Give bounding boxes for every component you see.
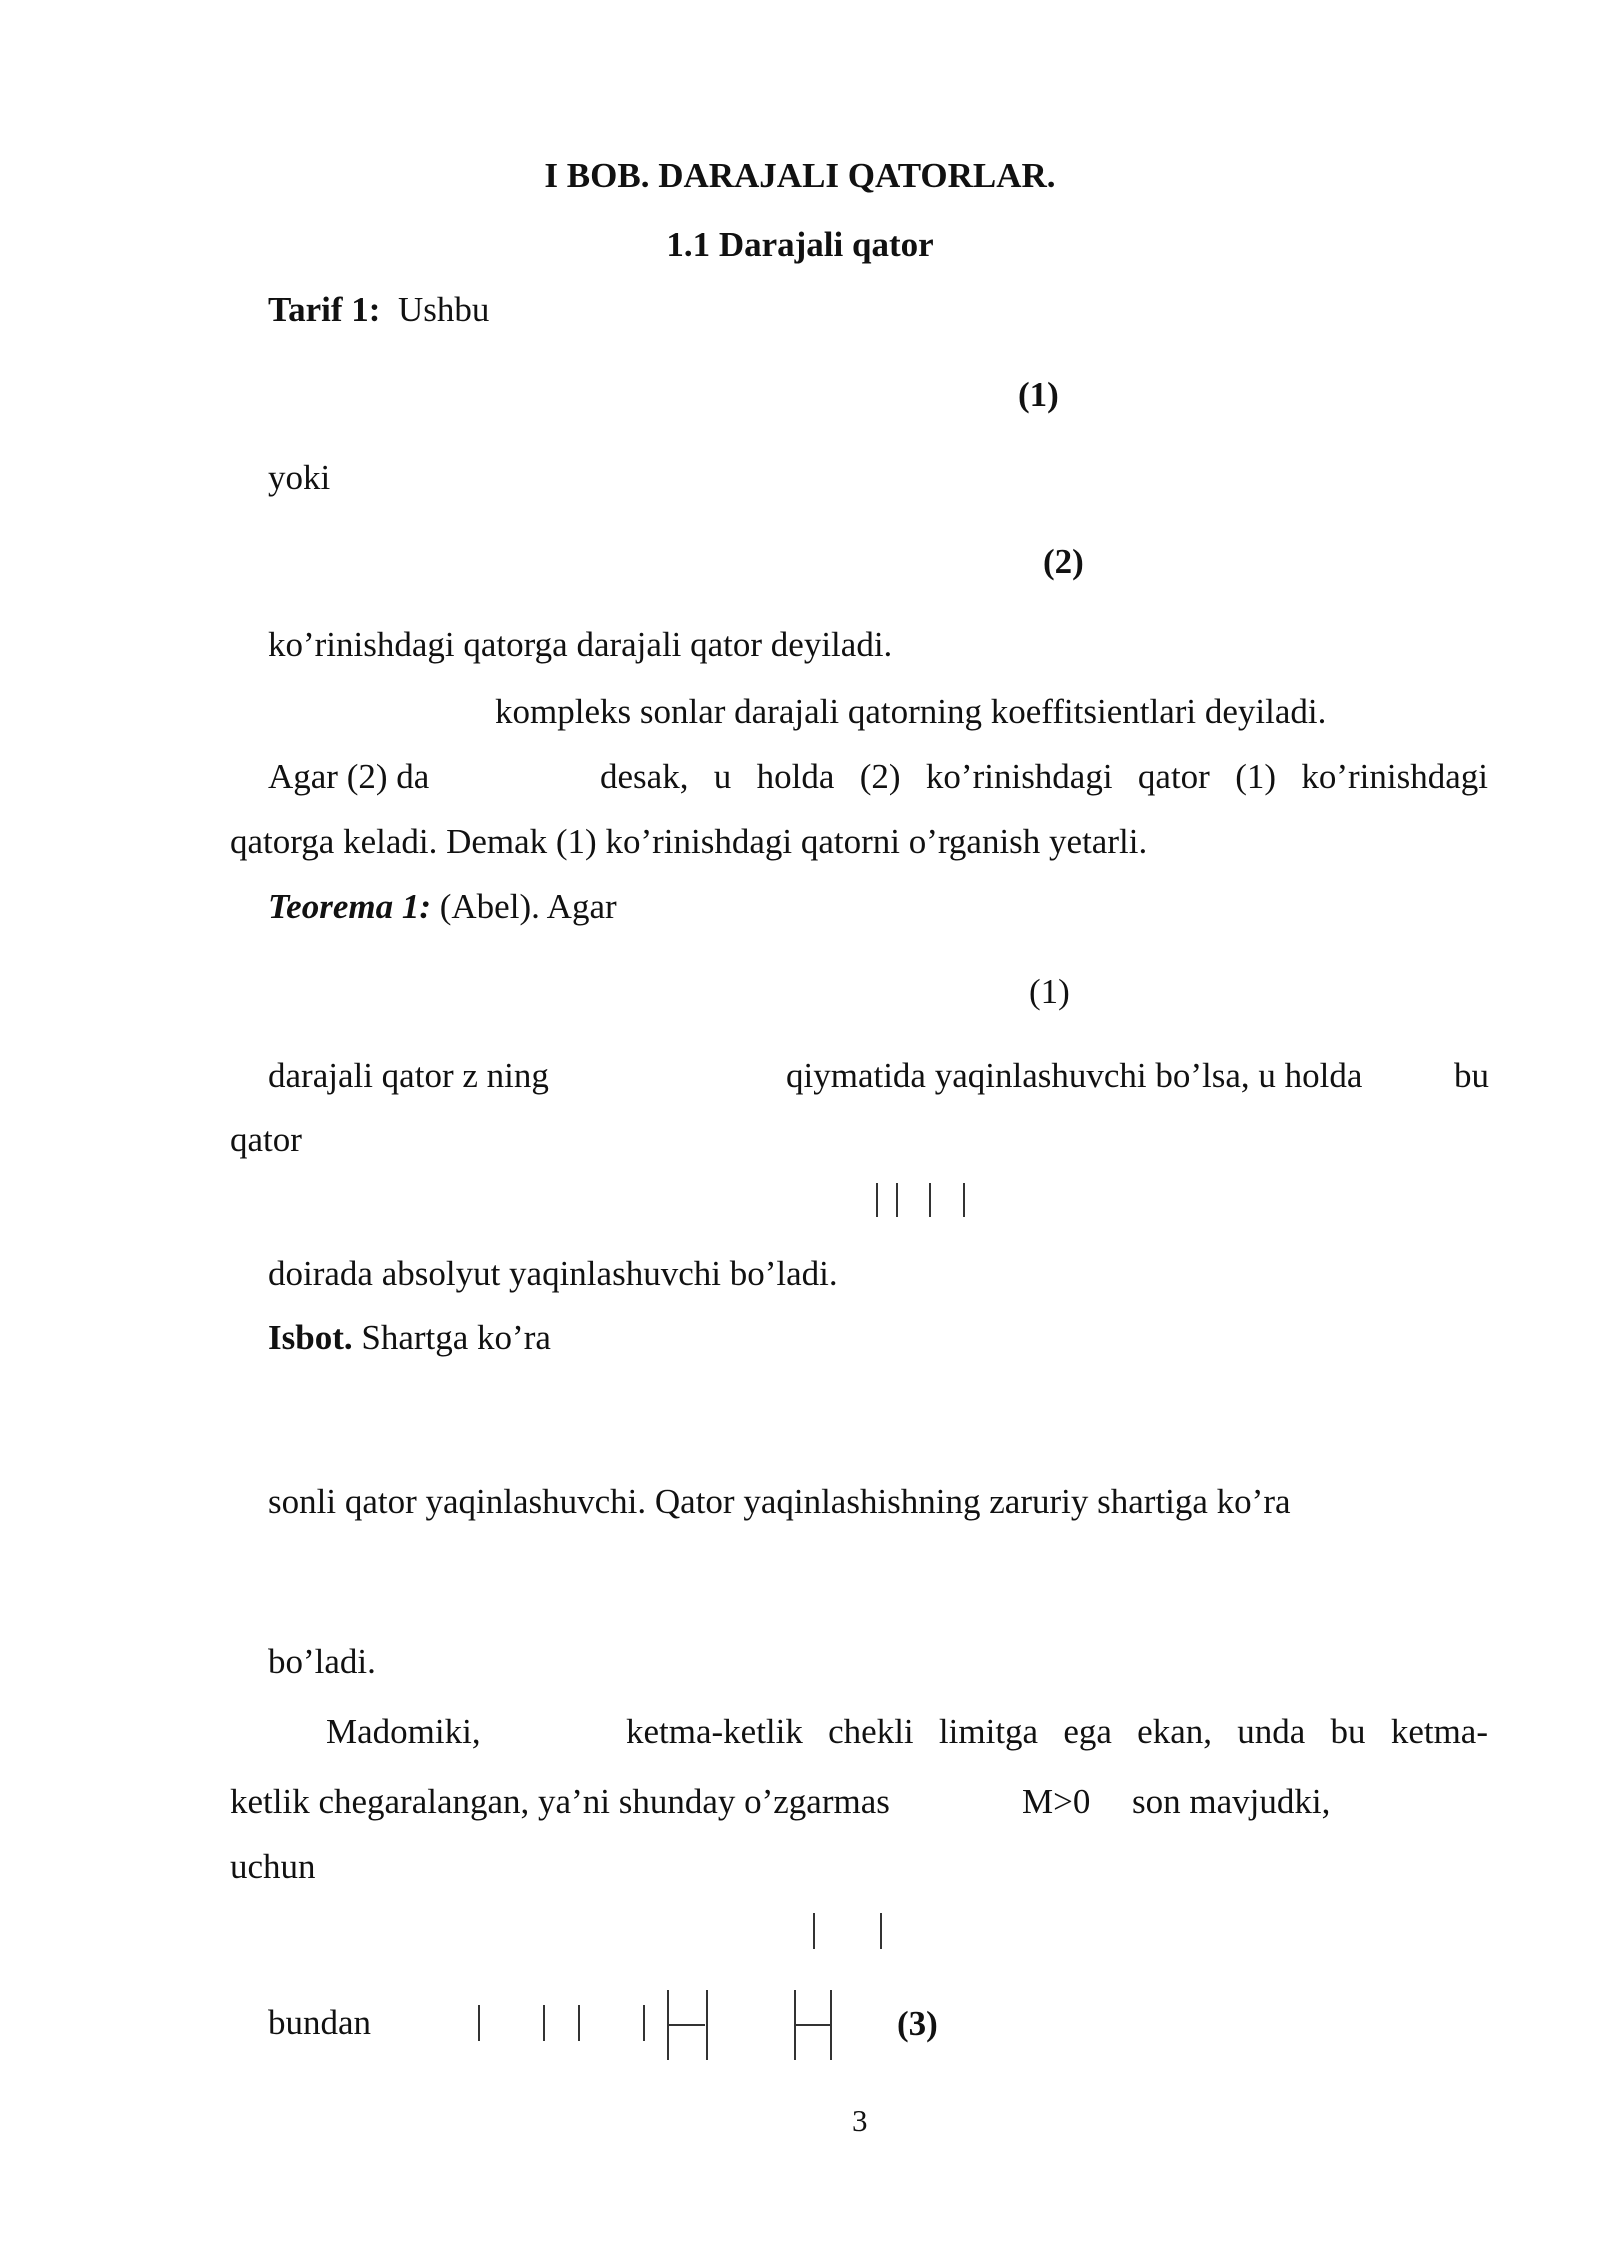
formula-bar [669, 2024, 705, 2026]
section-title: 1.1 Darajali qator [666, 225, 934, 264]
formula-bar [796, 2024, 830, 2026]
theorem-line [268, 889, 617, 924]
formula-bar [896, 1183, 898, 1217]
madomiki-b: ketma-ketlik chekli limitga ega ekan, unda bu ketma- [626, 1712, 1488, 1751]
theorem-text: (Abel). Agar [439, 887, 617, 926]
proof-line2: bo’ladi. [268, 1642, 376, 1681]
theorem-line1-c: bu [1454, 1056, 1489, 1095]
remark-part2: desak, u holda (2) ko’rinishdagi qator (1) ko’rinishdagi [600, 757, 1488, 796]
coefficients-text: kompleks sonlar darajali qatorning koeffitsientlari deyiladi. [495, 692, 1327, 731]
formula-bar [880, 1913, 882, 1949]
definition-label: Tarif 1: [268, 290, 381, 329]
formula-bar [706, 1990, 708, 2060]
formula-bar [929, 1183, 931, 1217]
formula-bar [543, 2005, 545, 2041]
theorem-line2: qator [230, 1120, 302, 1159]
definition-connector: yoki [268, 458, 331, 497]
theorem-label: Teorema 1: [268, 887, 431, 926]
proof-line4: uchun [230, 1847, 316, 1886]
equation-2-number: (2) [1043, 542, 1084, 581]
formula-bar [830, 1990, 832, 2060]
proof-bundan: bundan [268, 2003, 372, 2042]
equation-3-number: (3) [897, 2004, 938, 2043]
formula-bar [643, 2005, 645, 2041]
definition-text: Ushbu [397, 290, 490, 329]
remark-line2: qatorga keladi. Demak (1) ko’rinishdagi qatorni o’rganish yetarli. [230, 822, 1148, 861]
formula-bar [478, 2005, 480, 2041]
formula-bar [578, 2005, 580, 2041]
madomiki-a: Madomiki, [326, 1712, 481, 1751]
chapter-title: I BOB. DARAJALI QATORLAR. [544, 156, 1056, 195]
theorem-equation-number: (1) [1029, 972, 1070, 1011]
proof-line [268, 1320, 551, 1355]
proof-line3-b: M>0 [1022, 1782, 1091, 1821]
formula-bar [813, 1913, 815, 1949]
proof-line3-c: son mavjudki, [1132, 1782, 1331, 1821]
proof-line1: sonli qator yaqinlashuvchi. Qator yaqinlashishning zaruriy shartiga ko’ra [268, 1482, 1291, 1521]
theorem-line3: doirada absolyut yaqinlashuvchi bo’ladi. [268, 1254, 838, 1293]
formula-bar [876, 1183, 878, 1217]
proof-line3-a: ketlik chegaralangan, ya’ni shunday o’zgarmas [230, 1782, 890, 1821]
formula-bar [963, 1183, 965, 1217]
definition-conclusion: ko’rinishdagi qatorga darajali qator deyiladi. [268, 625, 893, 664]
theorem-line1-a: darajali qator z ning [268, 1056, 549, 1095]
definition-line [268, 292, 489, 327]
equation-1-number: (1) [1018, 375, 1059, 414]
proof-text: Shartga ko’ra [361, 1318, 551, 1357]
remark-part1: Agar (2) da [268, 757, 430, 796]
proof-label: Isbot. [268, 1318, 353, 1357]
page-number: 3 [852, 2103, 868, 2138]
theorem-line1-b: qiymatida yaqinlashuvchi bo’lsa, u holda [786, 1056, 1363, 1095]
